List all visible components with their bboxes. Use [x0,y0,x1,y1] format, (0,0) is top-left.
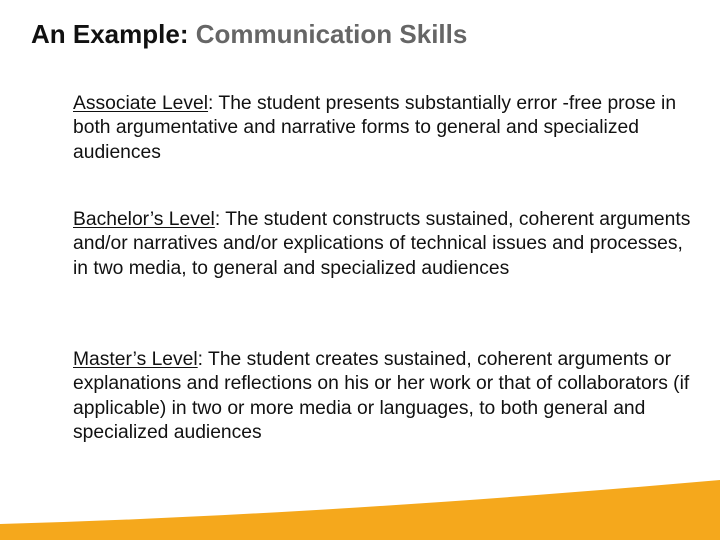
masters-level-separator: : [197,349,209,370]
masters-level-description: The student creates sustained, coherent arguments or explanations and reflections on his or her work or that of collaborators (if applicable) in two or more media or languages, to both general and specialized audiences [73,349,690,443]
bachelors-level-name: Bachelor’s Level [73,209,215,230]
masters-level-name: Master’s Level [73,349,198,370]
associate-level-name: Associate Level [73,93,209,114]
associate-level-description: The student presents substantially error -free prose in both argumentative and narrative forms to general and specialized audiences [73,93,677,163]
swoosh-shape [0,480,720,540]
title-topic: Communication Skills [195,19,468,49]
associate-level-separator: : [208,93,219,114]
title-prefix: An Example: [31,19,196,49]
bachelors-level-separator: : [214,209,226,230]
bachelors-level-description: The student constructs sustained, coherent arguments and/or narratives and/or explications of technical issues and processes, in two media, to general and specialized audiences [73,209,691,279]
